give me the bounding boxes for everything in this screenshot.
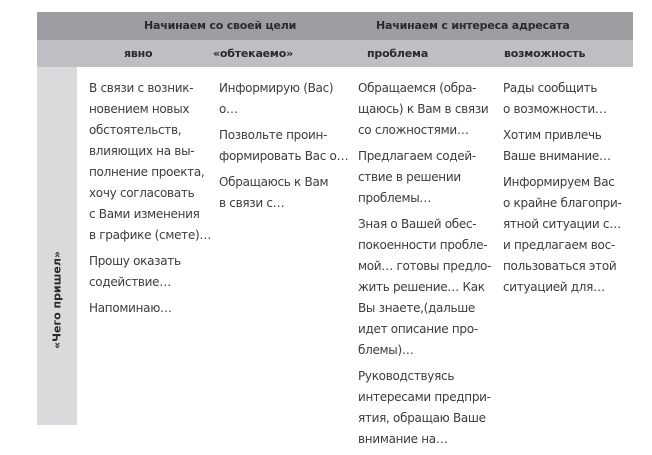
phrase: Прошу оказать содействие… bbox=[89, 254, 181, 289]
cell-veiled bbox=[219, 78, 354, 219]
phrase: Информируем Вас о крайне благопри- ятной ситуации с… и предлагаем вос- пользоваться этой ситуацией для… bbox=[503, 175, 622, 294]
phrase: Обращаемся (обра- щаюсь) к Вам в связи со сложностями… bbox=[358, 81, 489, 137]
column-header-row bbox=[37, 40, 633, 67]
row-header-label: «Чего пришел» bbox=[50, 250, 64, 350]
column-header-opportunity: возможность bbox=[504, 47, 586, 60]
phrase: Зная о Вашей обес- покоенности пробле- мой… готовы предло- жить решение… Как Вы знаете,(дальше идет описание про- блемы)… bbox=[358, 217, 492, 357]
cell-explicit bbox=[89, 78, 217, 324]
phrase: Информирую (Вас) о… bbox=[219, 81, 334, 116]
column-header-explicit: явно bbox=[124, 47, 153, 60]
phrase: Хотим привлечь Ваше внимание… bbox=[503, 128, 611, 163]
phrase: Рады сообщить о возможности… bbox=[503, 81, 607, 116]
group-header-addressee-interest: Начинаем с интереса адресата bbox=[376, 19, 570, 32]
cell-opportunity bbox=[503, 78, 633, 303]
phrase: В связи с возник- новением новых обстоятельств, влияющих на вы- полнение проекта, хочу согласовать с Вами изменения в графике (смете)… bbox=[89, 81, 212, 242]
phrase: Предлагаем содей- ствие в решении проблемы… bbox=[358, 149, 476, 205]
row-header-column bbox=[37, 67, 77, 425]
phrase: Обращаюсь к Вам в связи с… bbox=[219, 175, 329, 210]
column-header-veiled: «обтекаемо» bbox=[213, 47, 293, 60]
group-header-own-goal: Начинаем со своей цели bbox=[144, 19, 297, 32]
cell-problem bbox=[358, 78, 498, 455]
group-header-row bbox=[37, 12, 633, 40]
phrase: Позвольте проин- формировать Вас о… bbox=[219, 128, 349, 163]
phrase: Напоминаю… bbox=[89, 301, 172, 315]
phrasing-table bbox=[37, 12, 633, 446]
phrase: Руководствуясь интересами предпри- ятия, обращаю Ваше внимание на… bbox=[358, 369, 491, 446]
column-header-problem: проблема bbox=[367, 47, 429, 60]
